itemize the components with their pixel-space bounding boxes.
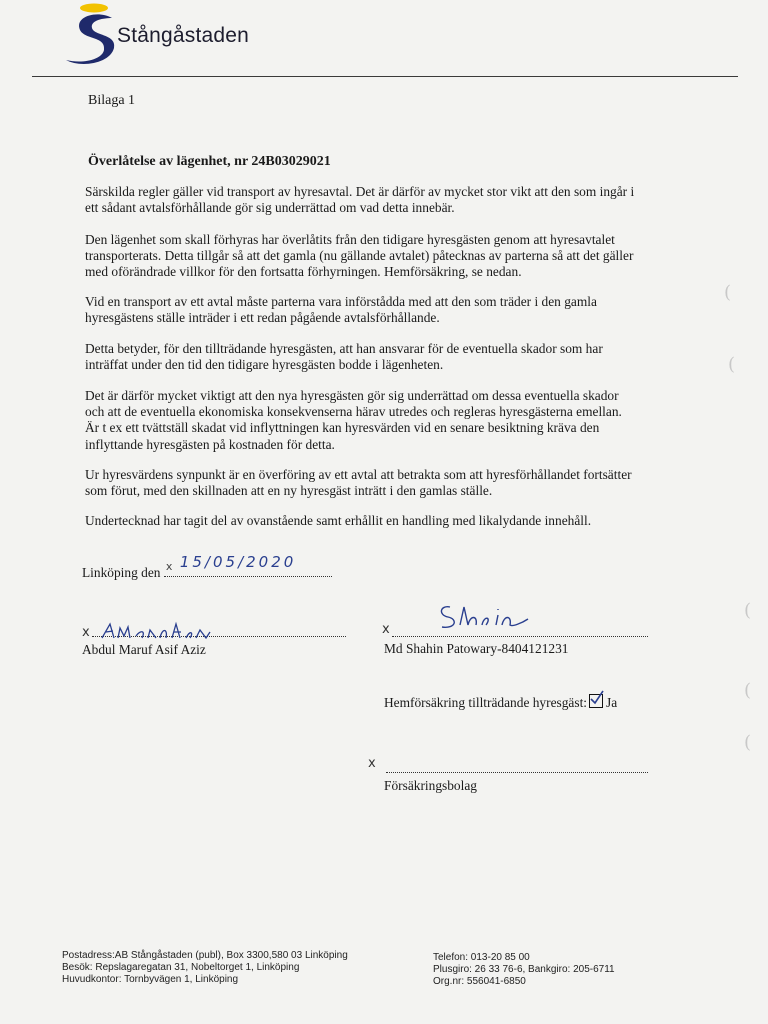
paragraph-line: inflyttande hyresgästen på kostnaden för detta.	[85, 436, 335, 452]
paragraph-line: hyresgästens ställe inträder i ett redan pågående avtalsförhållande.	[85, 310, 440, 326]
footer-address	[62, 950, 348, 986]
footer-line: Huvudkontor: Tornbyvägen 1, Linköping	[62, 974, 239, 985]
insurance-label: Hemförsäkring tillträdande hyresgäst:	[384, 695, 588, 710]
checkmark-icon	[589, 690, 605, 706]
footer-line: Plusgiro: 26 33 76-6, Bankgiro: 205-6711	[433, 964, 615, 975]
paragraph-7	[85, 513, 685, 529]
paragraph-line: Undertecknad har tagit del av ovanstående samt erhållit en handling med likalydande innehåll.	[85, 513, 592, 528]
punch-hole-mark: (	[724, 282, 732, 303]
paragraph-line: som förut, med den skillnaden att en ny hyresgäst inträtt i den gamlas ställe.	[85, 483, 493, 499]
paragraph-line: Särskilda regler gäller vid transport av hyresavtal. Det är därför av mycket stor vikt att den som ingår i	[85, 184, 635, 199]
paragraph-line: Ur hyresvärdens synpunkt är en överföring av ett avtal att betrakta som att hyresförhållandet fortsätter	[85, 467, 632, 482]
document-title: Överlåtelse av lägenhet, nr 24B03029021	[88, 154, 331, 169]
paragraph-line: transporterats. Detta tillgår så att det gamla (nu gällande avtalet) påtecknas av parterna så att det gäller	[85, 248, 634, 264]
footer-line: Besök: Repslagaregatan 31, Nobeltorget 1, Linköping	[62, 962, 300, 973]
logo-wordmark: Stångåstaden	[117, 24, 250, 47]
paragraph-3	[85, 294, 685, 326]
signature-left-scribble-icon	[98, 618, 218, 644]
signature-x-mark-left: x	[82, 625, 90, 640]
paragraph-line: ett sådant avtalsförhållande gör sig underrättad om vad detta innebär.	[85, 200, 455, 216]
paragraph-line: Den lägenhet som skall förhyras har överlåtits från den tidigare hyresgästen genom att hyresavtalet	[85, 232, 615, 247]
paragraph-2	[85, 232, 685, 281]
date-x-mark: x	[165, 560, 173, 573]
punch-hole-mark: (	[744, 600, 752, 621]
insurance-answer: Ja	[606, 695, 618, 710]
paragraph-6	[85, 467, 685, 499]
paragraph-line: med oförändrade villkor för den fortsatta förhyrningen. Hemförsäkring, se nedan.	[85, 264, 522, 280]
paragraph-line: och att de eventuella ekonomiska konsekvenserna härav utredes och regleras hyresgästerna emellan.	[85, 404, 622, 420]
punch-hole-mark: (	[744, 732, 752, 753]
stangastaden-swirl-logo-icon	[60, 2, 122, 72]
paragraph-1	[85, 184, 685, 216]
company-logo	[60, 2, 260, 72]
footer-line: Telefon: 013-20 85 00	[433, 952, 530, 963]
paragraph-line: Det är därför mycket viktigt att den nya hyresgästen gör sig underrättad om dessa eventuella skador	[85, 388, 619, 403]
paragraph-4	[85, 341, 685, 373]
signer-left-name: Abdul Maruf Asif Aziz	[82, 642, 206, 657]
date-line[interactable]	[164, 553, 332, 577]
footer-line: Org.nr: 556041-6850	[433, 976, 526, 987]
insurer-label: Försäkringsbolag	[384, 778, 477, 793]
handwritten-date: 15/05/2020	[179, 553, 297, 571]
appendix-label: Bilaga 1	[88, 93, 136, 108]
footer-contact	[433, 952, 615, 988]
insurer-x-mark: x	[368, 756, 376, 771]
footer-line: Postadress:AB Stångåstaden (publ), Box 3300,580 03 Linköping	[62, 950, 348, 961]
paragraph-line: inträffat under den tid den tidigare hyresgästen bodde i lägenheten.	[85, 357, 444, 373]
insurance-checkbox[interactable]	[589, 694, 603, 708]
punch-hole-mark: (	[728, 354, 736, 375]
paragraph-line: Vid en transport av ett avtal måste parterna vara införstådda med att den som träder i den gamla	[85, 294, 597, 309]
insurance-row	[384, 694, 617, 711]
punch-hole-mark: (	[744, 680, 752, 701]
paragraph-5	[85, 388, 685, 453]
signature-x-mark-right: x	[382, 622, 390, 637]
place-date-label: Linköping den	[82, 565, 161, 580]
signature-right-scribble-icon	[436, 601, 531, 635]
paragraph-line: Är t ex ett tvättställ skadat vid inflyttningen kan hyresvärden vid en senare besiktning kräva den	[85, 420, 600, 436]
paragraph-line: Detta betyder, för den tillträdande hyresgästen, att han ansvarar för de eventuella skador som har	[85, 341, 603, 356]
header-divider	[32, 76, 738, 77]
insurer-line[interactable]	[386, 760, 648, 773]
signature-right-handwritten	[436, 601, 531, 640]
signer-right-name: Md Shahin Patowary-8404121231	[384, 641, 569, 656]
place-date-row	[82, 553, 332, 581]
